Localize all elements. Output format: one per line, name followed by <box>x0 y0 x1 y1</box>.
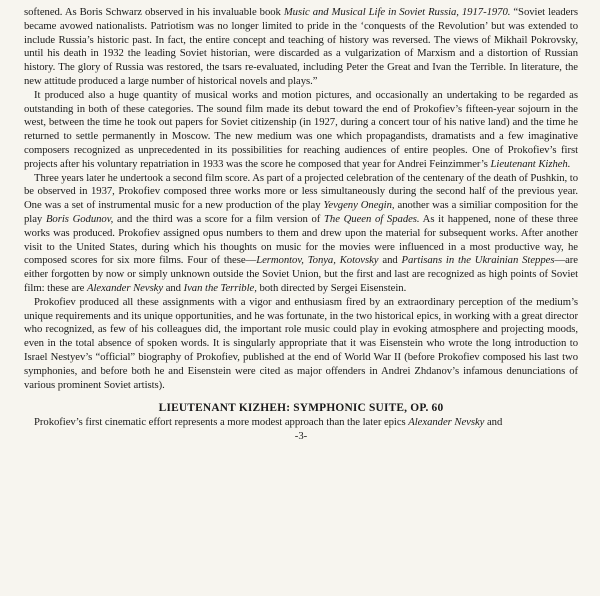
italic-title-text: Music and Musical Life in Soviet Russia, 1917-1970. <box>283 6 511 18</box>
paragraph-text: and the third was a score for a film version of <box>113 212 325 225</box>
paragraph-text: and <box>163 281 184 294</box>
paragraph-text: Three years later he undertook a second film score. As part of a projected celebration of the centenary of the death of Pushkin, to be observed in 1937, Prokofiev composed three works more or less simultaneously during the second half of the previous year. One was a set of instrumental music for a new production of the play <box>24 171 578 212</box>
italic-title-text: The Queen of Spades. <box>324 212 420 225</box>
paragraph-text: both directed by Sergei Eisenstein. <box>256 281 407 294</box>
paragraph <box>24 416 578 430</box>
paragraph <box>24 6 578 89</box>
paragraph-text: —are either forgotten by now or simply unknown outside the Soviet Union, but the first and last are recognized as high points of Soviet film: these are <box>24 254 578 294</box>
paragraph-text: It produced also a huge quantity of musical works and motion pictures, and occasionally an undertaking to be regarded as outstanding in both of these categories. The sound film made its debut toward the end of Prokofiev’s fifteen-year sojourn in the west, between the time he took out papers for Soviet citizenship (in 1927, during a concert tour of his native land) and the time he returned to settle permanently in Moscow. The new medium was one which propagandists, dramatists and a few imaginative composers recognized as unprecedented in its possibilities for reaching audiences of entire peoples. One of Prokofiev’s first projects after his voluntary repatriation in 1933 was the score he composed that year for Andrei Feinzimmer’s <box>24 88 578 170</box>
page-number: -3- <box>294 430 308 443</box>
paragraph-text: and <box>484 416 503 429</box>
italic-title-text: Lieutenant Kizheh. <box>490 157 571 170</box>
section-heading: LIEUTENANT KIZHEH: SYMPHONIC SUITE, OP. 60 <box>158 402 444 415</box>
paragraph-text: “Soviet leaders became avowed nationalists. Patriotism was no longer limited to pride in the ‘conquests of the Revolution’ but was extended to include Russia’s historic past. In fact, the entire concept and teaching of history was reversed. The views of Mikhail Pokrovsky, until his death in 1932 the leading Soviet historian, were discarded as a vulgarization of Marxism and a distortion of Russian history. The glory of Russia was restored, the tsars re-evaluated, including Peter the Great and Ivan the Terrible. In literature, the new attitude produced a large number of historical novels and plays.” <box>24 6 578 87</box>
paragraph-text: As it happened, none of these three works was produced. Prokofiev assigned opus numbers to them and drew upon the material for subsequent works. After another visit to the United States, during which his thoughts on music for the movies were influenced in a most productive way, he composed scores for six more films. Four of these— <box>24 212 579 267</box>
italic-title-text: Yevgeny Onegin, <box>323 199 395 212</box>
italic-title-text: Ivan the Terrible, <box>183 281 257 294</box>
closing-text <box>24 416 578 430</box>
paragraph <box>24 172 578 296</box>
italic-title-text: Boris Godunov, <box>45 212 114 225</box>
paragraph-text: Prokofiev produced all these assignments with a vigor and enthusiasm fired by an extraordinary perception of the medium’s unique requirements and its unique opportunities, and he was fortunate, in the two historical epics, in working with a great director who recognized, as few of his colleagues did, the important role music could play in evoking atmosphere and projecting moods, even in the total absence of spoken words. It is singularly appropriate that it was Eisenstein who wrote the long introduction to Israel Nestyev’s “official” biography of Prokofiev, published at the end of World War II (before Prokofiev composed his last two symphonies, and before both he and Eisenstein were cited as major offenders in Andrei Zhdanov’s infamous denunciations of various prominent Soviet artists). <box>24 295 578 391</box>
paragraph-text: and <box>378 254 402 267</box>
paragraph-text: another was a similiar composition for the play <box>24 199 578 225</box>
italic-title-text: Partisans in the Ukrainian Steppes <box>401 254 555 267</box>
paragraph <box>24 296 578 393</box>
paragraph-text: Prokofiev’s first cinematic effort represents a more modest approach than the later epics <box>34 416 409 429</box>
italic-title-text: Lermontov, Tonya, Kotovsky <box>256 254 379 267</box>
italic-title-text: Alexander Nevsky <box>87 281 164 294</box>
italic-title-text: Alexander Nevsky <box>408 416 485 429</box>
paragraph-text: softened. As Boris Schwarz observed in his invaluable book <box>24 6 284 18</box>
body-text <box>24 6 578 392</box>
paragraph <box>24 89 578 172</box>
